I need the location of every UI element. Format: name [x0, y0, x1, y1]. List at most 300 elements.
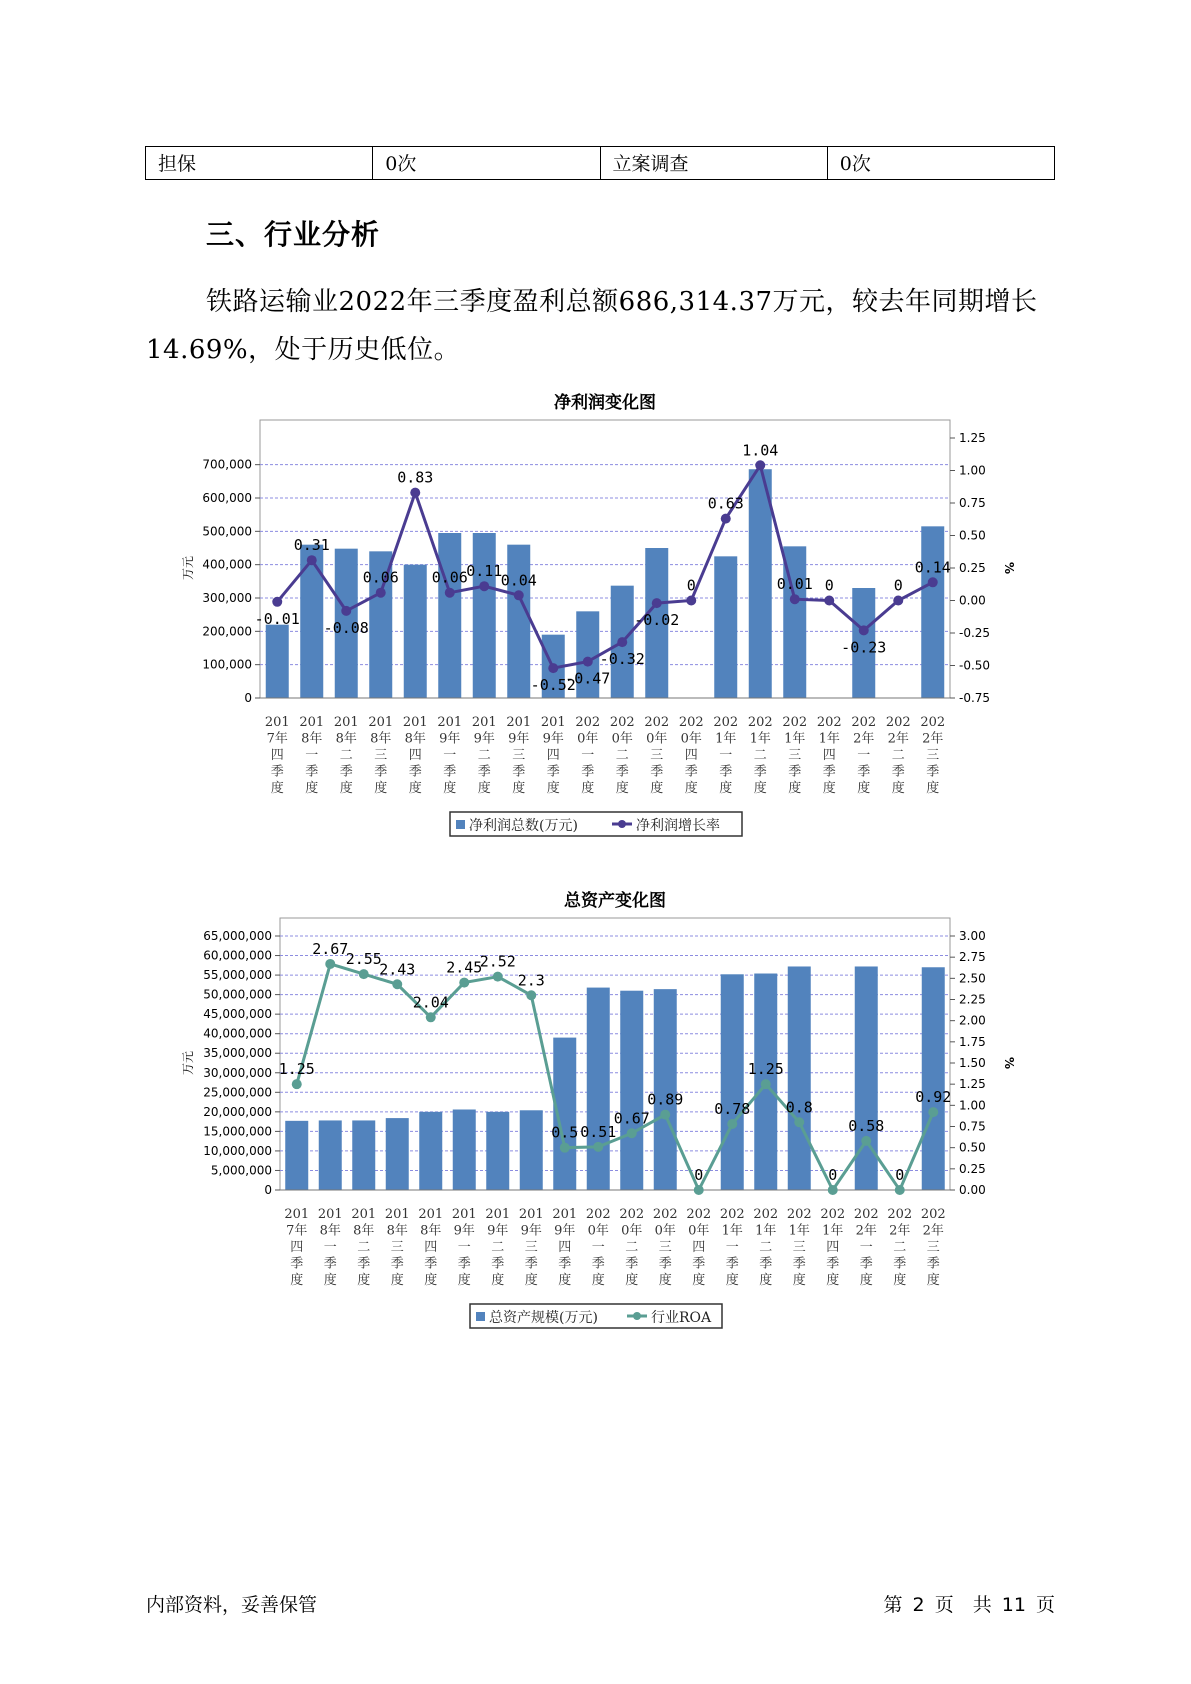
x-tick-label: 1年 — [755, 1223, 777, 1239]
x-tick-label: 度 — [546, 781, 560, 796]
page-mid: 页 共 — [934, 1594, 992, 1616]
x-tick-label: 季 — [408, 764, 422, 780]
x-tick-label: 季 — [926, 764, 940, 780]
x-tick-label: 季 — [581, 764, 595, 780]
x-tick-label: 202 — [820, 1207, 846, 1222]
page-current: 2 — [912, 1594, 925, 1616]
data-label: 2.52 — [479, 952, 516, 971]
x-tick-label: 度 — [615, 781, 629, 796]
x-tick-label: 季 — [859, 1256, 873, 1272]
y2-axis-label: % — [1002, 1056, 1016, 1070]
y-tick-label: 5,000,000 — [210, 1163, 272, 1178]
line-point — [794, 1117, 804, 1127]
x-tick-label: 度 — [290, 1273, 304, 1288]
y2-tick-label: 1.00 — [959, 463, 986, 478]
x-tick-label: 季 — [891, 764, 905, 780]
x-tick-label: 季 — [546, 764, 560, 780]
x-tick-label: 202 — [920, 715, 946, 730]
x-tick-label: 201 — [540, 715, 566, 730]
bar — [266, 625, 289, 698]
y-tick-label: 100,000 — [202, 657, 252, 672]
line-point — [493, 972, 503, 982]
table-cell: 立案调查 — [600, 147, 827, 180]
line-point — [686, 596, 696, 606]
line-point — [895, 1185, 905, 1195]
line-point — [617, 637, 627, 647]
x-tick-label: 201 — [418, 1207, 444, 1222]
table-cell: 担保 — [146, 147, 373, 180]
bar — [654, 989, 677, 1190]
legend-bar-label: 总资产规模(万元) — [489, 1310, 598, 1326]
y2-tick-label: 1.25 — [959, 1077, 986, 1092]
x-tick-label: 季 — [390, 1256, 404, 1272]
x-tick-label: 202 — [719, 1207, 745, 1222]
x-tick-label: 201 — [299, 715, 325, 730]
data-label: -0.52 — [530, 676, 576, 695]
x-tick-label: 9年 — [473, 731, 495, 747]
x-tick-label: 度 — [788, 781, 802, 796]
x-tick-label: 8年 — [404, 731, 426, 747]
x-tick-label: 季 — [826, 1256, 840, 1272]
line-point — [479, 581, 489, 591]
x-tick-label: 0年 — [577, 731, 599, 747]
net-profit-chart-svg — [150, 388, 1016, 848]
y2-tick-label: 3.00 — [959, 929, 986, 943]
x-tick-label: 202 — [747, 715, 773, 730]
data-label: 0.11 — [466, 562, 503, 581]
x-tick-label: 201 — [506, 715, 532, 730]
x-tick-label: 三 — [926, 748, 940, 763]
x-tick-label: 三 — [374, 748, 388, 763]
x-tick-label: 度 — [759, 1273, 773, 1288]
x-tick-label: 9年 — [554, 1223, 576, 1239]
x-tick-label: 季 — [625, 1256, 639, 1272]
bar — [520, 1110, 543, 1190]
line-point — [627, 1128, 637, 1138]
y-tick-label: 600,000 — [202, 491, 252, 505]
x-tick-label: 202 — [816, 715, 842, 730]
y-tick-label: 15,000,000 — [203, 1124, 272, 1139]
x-tick-label: 度 — [408, 781, 422, 796]
bar — [404, 565, 427, 698]
x-tick-label: 季 — [290, 1256, 304, 1272]
x-tick-label: 201 — [384, 1207, 410, 1222]
x-tick-label: 一 — [581, 748, 595, 763]
y-tick-label: 45,000,000 — [203, 1007, 272, 1022]
x-tick-label: 202 — [644, 715, 670, 730]
x-tick-label: 0年 — [587, 1223, 609, 1239]
y2-tick-label: 2.50 — [959, 971, 986, 986]
line-point — [376, 588, 386, 598]
x-tick-label: 0年 — [680, 731, 702, 747]
y2-tick-label: 0.50 — [959, 1140, 986, 1155]
x-tick-label: 8年 — [370, 731, 392, 747]
data-label: 2.04 — [412, 993, 449, 1012]
data-label: 0.8 — [785, 1098, 813, 1117]
y-tick-label: 40,000,000 — [203, 1026, 272, 1041]
x-tick-label: 9年 — [439, 731, 461, 747]
x-tick-label: 一 — [591, 1240, 605, 1255]
x-tick-label: 201 — [451, 1207, 477, 1222]
x-tick-label: 季 — [305, 764, 319, 780]
x-tick-label: 四 — [684, 748, 698, 763]
x-tick-label: 度 — [893, 1273, 907, 1288]
data-label: 0 — [694, 1166, 704, 1184]
x-tick-label: 度 — [374, 781, 388, 796]
x-tick-label: 度 — [719, 781, 733, 796]
x-tick-label: 202 — [575, 715, 601, 730]
x-tick-label: 201 — [518, 1207, 544, 1222]
y2-tick-label: -0.50 — [959, 658, 991, 673]
y-axis-label: 万元 — [181, 555, 195, 581]
y-tick-label: 300,000 — [202, 591, 252, 605]
line-point — [445, 588, 455, 598]
x-tick-label: 三 — [650, 748, 664, 763]
x-tick-label: 度 — [926, 781, 940, 796]
y-tick-label: 30,000,000 — [203, 1065, 272, 1080]
x-tick-label: 季 — [857, 764, 871, 780]
x-tick-label: 度 — [357, 1273, 371, 1288]
x-tick-label: 二 — [893, 1240, 907, 1255]
legend-bar-swatch — [456, 820, 465, 829]
data-label: 0.31 — [293, 536, 330, 555]
y2-tick-label: -0.75 — [959, 691, 991, 705]
data-label: 0.83 — [397, 468, 434, 487]
y2-tick-label: 0.75 — [959, 496, 986, 510]
x-tick-label: 季 — [658, 1256, 672, 1272]
data-label: -0.32 — [599, 650, 645, 669]
x-tick-label: 2年 — [889, 1223, 911, 1239]
y2-tick-label: 0.50 — [959, 528, 986, 543]
y2-tick-label: 0.00 — [959, 1183, 986, 1197]
y2-tick-label: 0.25 — [959, 561, 986, 575]
y-tick-label: 400,000 — [202, 557, 252, 572]
x-tick-label: 季 — [926, 1256, 940, 1272]
x-tick-label: 202 — [786, 1207, 812, 1222]
x-tick-label: 三 — [524, 1240, 538, 1255]
x-tick-label: 度 — [524, 1273, 538, 1288]
y2-tick-label: 1.00 — [959, 1098, 986, 1113]
x-tick-label: 一 — [457, 1240, 471, 1255]
page-number — [879, 1590, 1055, 1617]
x-tick-label: 201 — [437, 715, 463, 730]
x-tick-label: 度 — [323, 1273, 337, 1288]
data-label: 2.3 — [517, 971, 545, 990]
y2-tick-label: 2.75 — [959, 950, 986, 965]
x-tick-label: 202 — [652, 1207, 678, 1222]
bar — [386, 1118, 409, 1190]
x-tick-label: 季 — [323, 1256, 337, 1272]
y-tick-label: 10,000,000 — [203, 1143, 272, 1158]
table-cell: 0次 — [373, 147, 600, 180]
x-tick-label: 201 — [351, 1207, 377, 1222]
x-tick-label: 二 — [891, 748, 905, 763]
x-tick-label: 201 — [368, 715, 394, 730]
bar — [721, 974, 744, 1190]
chart-title: 总资产变化图 — [564, 891, 666, 911]
line-point — [426, 1012, 436, 1022]
data-label: 2.55 — [345, 950, 382, 969]
bar — [749, 469, 772, 698]
bar — [922, 967, 945, 1190]
x-tick-label: 度 — [857, 781, 871, 796]
info-table — [145, 146, 1055, 180]
x-tick-label: 9年 — [542, 731, 564, 747]
x-tick-label: 度 — [826, 1273, 840, 1288]
line-point — [548, 663, 558, 673]
line-point — [721, 514, 731, 524]
y-tick-label: 0 — [264, 1183, 272, 1197]
data-label: -0.02 — [634, 611, 680, 630]
x-tick-label: 季 — [650, 764, 664, 780]
x-tick-label: 季 — [524, 1256, 538, 1272]
bar — [507, 545, 530, 698]
line-point — [325, 959, 335, 969]
total-assets-chart-svg — [150, 886, 1016, 1346]
data-label: 0.89 — [647, 1090, 684, 1109]
y-tick-label: 200,000 — [202, 624, 252, 639]
x-tick-label: 季 — [725, 1256, 739, 1272]
y-tick-label: 55,000,000 — [203, 968, 272, 983]
x-tick-label: 二 — [753, 748, 767, 763]
x-tick-label: 9年 — [453, 1223, 475, 1239]
data-label: 0.67 — [613, 1109, 650, 1128]
x-tick-label: 201 — [264, 715, 290, 730]
legend-line-label: 净利润增长率 — [636, 818, 720, 834]
data-label: 0.01 — [776, 575, 813, 594]
x-tick-label: 2年 — [922, 1223, 944, 1239]
line-point — [583, 657, 593, 667]
y2-tick-label: 0.75 — [959, 1119, 986, 1134]
x-tick-label: 8年 — [386, 1223, 408, 1239]
x-tick-label: 一 — [305, 748, 319, 763]
x-tick-label: 季 — [759, 1256, 773, 1272]
y2-tick-label: 2.00 — [959, 1013, 986, 1028]
line-point — [928, 1107, 938, 1117]
legend-line-marker — [633, 1312, 641, 1320]
x-tick-label: 0年 — [688, 1223, 710, 1239]
x-tick-label: 三 — [658, 1240, 672, 1255]
line-point — [410, 488, 420, 498]
data-label: 1.04 — [742, 441, 779, 460]
x-tick-label: 二 — [339, 748, 353, 763]
x-tick-label: 8年 — [301, 731, 323, 747]
x-tick-label: 度 — [926, 1273, 940, 1288]
x-tick-label: 1年 — [822, 1223, 844, 1239]
bar — [714, 556, 737, 698]
x-tick-label: 四 — [826, 1240, 840, 1255]
x-tick-label: 2年 — [922, 731, 944, 747]
x-tick-label: 度 — [270, 781, 284, 796]
x-tick-label: 一 — [719, 748, 733, 763]
x-tick-label: 度 — [792, 1273, 806, 1288]
bar — [419, 1112, 442, 1190]
x-tick-label: 201 — [333, 715, 359, 730]
x-tick-label: 季 — [491, 1256, 505, 1272]
x-tick-label: 四 — [558, 1240, 572, 1255]
x-tick-label: 四 — [290, 1240, 304, 1255]
y-tick-label: 50,000,000 — [203, 987, 272, 1002]
x-tick-label: 8年 — [335, 731, 357, 747]
x-tick-label: 度 — [725, 1273, 739, 1288]
data-label: -0.23 — [841, 638, 887, 657]
line-point — [859, 625, 869, 635]
y2-tick-label: -0.25 — [959, 626, 991, 640]
line-point — [761, 1079, 771, 1089]
data-label: 0 — [893, 576, 903, 595]
x-tick-label: 202 — [853, 1207, 879, 1222]
data-label: 2.45 — [446, 958, 483, 977]
x-tick-label: 度 — [477, 781, 491, 796]
line-point — [727, 1119, 737, 1129]
bar — [453, 1110, 476, 1190]
data-label: 2.43 — [379, 960, 416, 979]
line-point — [459, 978, 469, 988]
bar — [620, 991, 643, 1190]
x-tick-label: 度 — [491, 1273, 505, 1288]
bar — [473, 533, 496, 698]
x-tick-label: 季 — [339, 764, 353, 780]
x-tick-label: 度 — [443, 781, 457, 796]
x-tick-label: 四 — [692, 1240, 706, 1255]
line-point — [341, 606, 351, 616]
data-label: -0.47 — [565, 669, 611, 688]
data-label: 0.58 — [848, 1116, 885, 1135]
x-tick-label: 四 — [546, 748, 560, 763]
x-tick-label: 201 — [402, 715, 428, 730]
x-tick-label: 度 — [390, 1273, 404, 1288]
x-tick-label: 一 — [857, 748, 871, 763]
x-tick-label: 201 — [284, 1207, 310, 1222]
line-point — [514, 590, 524, 600]
x-tick-label: 度 — [692, 1273, 706, 1288]
data-label: 0.06 — [431, 568, 468, 587]
line-point — [560, 1143, 570, 1153]
x-tick-label: 二 — [477, 748, 491, 763]
x-tick-label: 度 — [591, 1273, 605, 1288]
y-tick-label: 20,000,000 — [203, 1104, 272, 1119]
footer-note: 内部资料，妥善保管 — [146, 1594, 318, 1616]
x-tick-label: 季 — [457, 1256, 471, 1272]
x-tick-label: 季 — [615, 764, 629, 780]
bar — [352, 1120, 375, 1190]
y2-tick-label: 2.25 — [959, 992, 986, 1007]
y-tick-label: 65,000,000 — [203, 929, 272, 943]
x-tick-label: 度 — [581, 781, 595, 796]
x-tick-label: 三 — [792, 1240, 806, 1255]
y-tick-label: 35,000,000 — [203, 1046, 272, 1061]
x-tick-label: 四 — [270, 748, 284, 763]
data-label: 0.92 — [915, 1088, 952, 1107]
x-tick-label: 一 — [323, 1240, 337, 1255]
x-tick-label: 季 — [374, 764, 388, 780]
line-point — [694, 1185, 704, 1195]
x-tick-label: 季 — [443, 764, 457, 780]
x-tick-label: 202 — [887, 1207, 913, 1222]
x-tick-label: 1年 — [784, 731, 806, 747]
x-tick-label: 202 — [585, 1207, 611, 1222]
x-tick-label: 1年 — [788, 1223, 810, 1239]
legend-bar-swatch — [476, 1312, 485, 1321]
x-tick-label: 度 — [658, 1273, 672, 1288]
bar — [921, 526, 944, 698]
legend-line-marker — [618, 820, 626, 828]
x-tick-label: 度 — [512, 781, 526, 796]
data-label: 0.04 — [500, 571, 537, 590]
line-point — [928, 577, 938, 587]
line-point — [893, 596, 903, 606]
x-tick-label: 8年 — [353, 1223, 375, 1239]
x-tick-label: 度 — [753, 781, 767, 796]
x-tick-label: 0年 — [654, 1223, 676, 1239]
line-point — [824, 596, 834, 606]
data-label: 2.67 — [312, 939, 349, 958]
x-tick-label: 三 — [390, 1240, 404, 1255]
chart-title: 净利润变化图 — [554, 393, 656, 413]
y2-tick-label: 1.50 — [959, 1056, 986, 1070]
x-tick-label: 季 — [788, 764, 802, 780]
x-tick-label: 二 — [491, 1240, 505, 1255]
bar — [785, 966, 813, 1190]
x-tick-label: 7年 — [286, 1223, 308, 1239]
data-label: 1.25 — [278, 1060, 315, 1079]
x-tick-label: 度 — [650, 781, 664, 796]
table-cell: 0次 — [827, 147, 1054, 180]
x-tick-label: 201 — [471, 715, 497, 730]
data-label: -0.01 — [254, 609, 300, 628]
line-point — [307, 555, 317, 565]
y-tick-label: 0 — [244, 691, 252, 705]
y-tick-label: 500,000 — [202, 524, 252, 539]
x-tick-label: 季 — [822, 764, 836, 780]
data-label: 0 — [895, 1166, 905, 1184]
data-label: 0.14 — [914, 558, 951, 577]
y-axis-label: 万元 — [181, 1050, 195, 1076]
x-tick-label: 四 — [408, 748, 422, 763]
x-tick-label: 三 — [788, 748, 802, 763]
x-tick-label: 四 — [822, 748, 836, 763]
y-tick-label: 25,000,000 — [203, 1085, 272, 1100]
x-tick-label: 季 — [753, 764, 767, 780]
x-tick-label: 一 — [725, 1240, 739, 1255]
x-tick-label: 0年 — [646, 731, 668, 747]
x-tick-label: 季 — [558, 1256, 572, 1272]
total-assets-chart — [150, 886, 1016, 1346]
x-tick-label: 202 — [619, 1207, 645, 1222]
x-tick-label: 季 — [684, 764, 698, 780]
x-tick-label: 201 — [317, 1207, 343, 1222]
x-tick-label: 201 — [552, 1207, 578, 1222]
line-point — [790, 594, 800, 604]
line-point — [392, 979, 402, 989]
x-tick-label: 度 — [424, 1273, 438, 1288]
y2-axis-label: % — [1002, 561, 1016, 575]
x-tick-label: 8年 — [420, 1223, 442, 1239]
line-point — [292, 1079, 302, 1089]
x-tick-label: 三 — [926, 1240, 940, 1255]
x-tick-label: 度 — [625, 1273, 639, 1288]
data-label: 0.06 — [362, 568, 399, 587]
bar — [438, 533, 461, 698]
x-tick-label: 9年 — [508, 731, 530, 747]
net-profit-chart — [150, 388, 1016, 848]
line-point — [526, 990, 536, 1000]
table-row — [146, 147, 1055, 180]
page-suffix: 页 — [1035, 1594, 1055, 1616]
x-tick-label: 度 — [457, 1273, 471, 1288]
x-tick-label: 度 — [339, 781, 353, 796]
line-point — [861, 1136, 871, 1146]
